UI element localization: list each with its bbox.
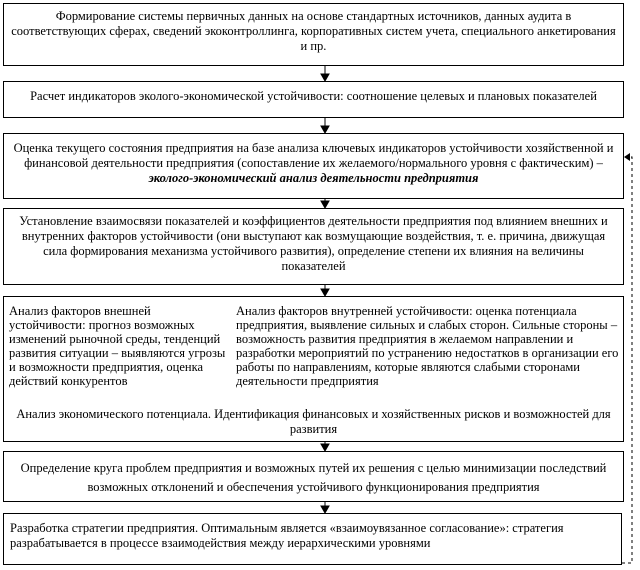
arrow-1-2-head [321, 74, 329, 81]
arrow-2-3-head [321, 126, 329, 133]
arrow-4-5-head [321, 289, 329, 296]
step-7-text: Разработка стратегии предприятия. Оптимальным является «взаимоувязанное согласование»: стратегия разрабатывается в процессе взаимодействия между иерархическими уровнями [10, 521, 564, 550]
step-2-text: Расчет индикаторов эколого-экономической устойчивости: соотношение целевых и плановых показателей [30, 89, 597, 103]
step-1-text: Формирование системы первичных данных на основе стандартных источников, данных аудита в соответствующих сферах, сведений экоконтроллинга, корпоративных систем учета, специального анкетирования и пр. [11, 9, 616, 53]
arrow-5-6-head [321, 444, 329, 451]
step-5-external-text: Анализ факторов внешней устойчивости: прогноз возможных изменений рыночной среды, тенденций развития ситуации – выявляются угрозы и возможности предприятия, оценка действий конкурентов [9, 304, 226, 388]
step-5-internal-text: Анализ факторов внутренней устойчивости: оценка потенциала предприятия, выявление сильных и слабых сторон. Сильные стороны – возможность развития предприятия в желаемом направлении и разработки мероприятий по устранению недостатков в организации его работы по направлениям, которые являются слабыми сторонами деятельности предприятия [236, 304, 619, 388]
step-3-emphasis: эколого-экономический анализ деятельности предприятия [148, 171, 479, 185]
step-4-text: Установление взаимосвязи показателей и коэффициентов деятельности предприятия под влиянием внешних и внутренних факторов устойчивости (они выступают как возмущающие воздействия, т. е. причина, движущая сила формирования механизма устойчивого развития), определение степени их влияния на величины показателей [19, 214, 608, 273]
arrow-6-7-head [321, 506, 329, 513]
step-3-text [10, 141, 617, 186]
feedback-arrow-head [624, 153, 630, 161]
step-5-bottom-text: Анализ экономического потенциала. Идентификация финансовых и хозяйственных рисков и возможностей для развития [16, 407, 611, 436]
arrow-3-4-head [321, 201, 329, 208]
step-3-plain: Оценка текущего состояния предприятия на базе анализа ключевых индикаторов устойчивости хозяйственной и финансовой деятельности предприятия (сопоставление их желаемого/нормального уровня с фактическим) – [13, 141, 614, 170]
step-6-text: Определение круга проблем предприятия и возможных путей их решения с целью минимизации последствий возможных отклонений и обеспечения устойчивого функционирования предприятия [20, 461, 607, 494]
